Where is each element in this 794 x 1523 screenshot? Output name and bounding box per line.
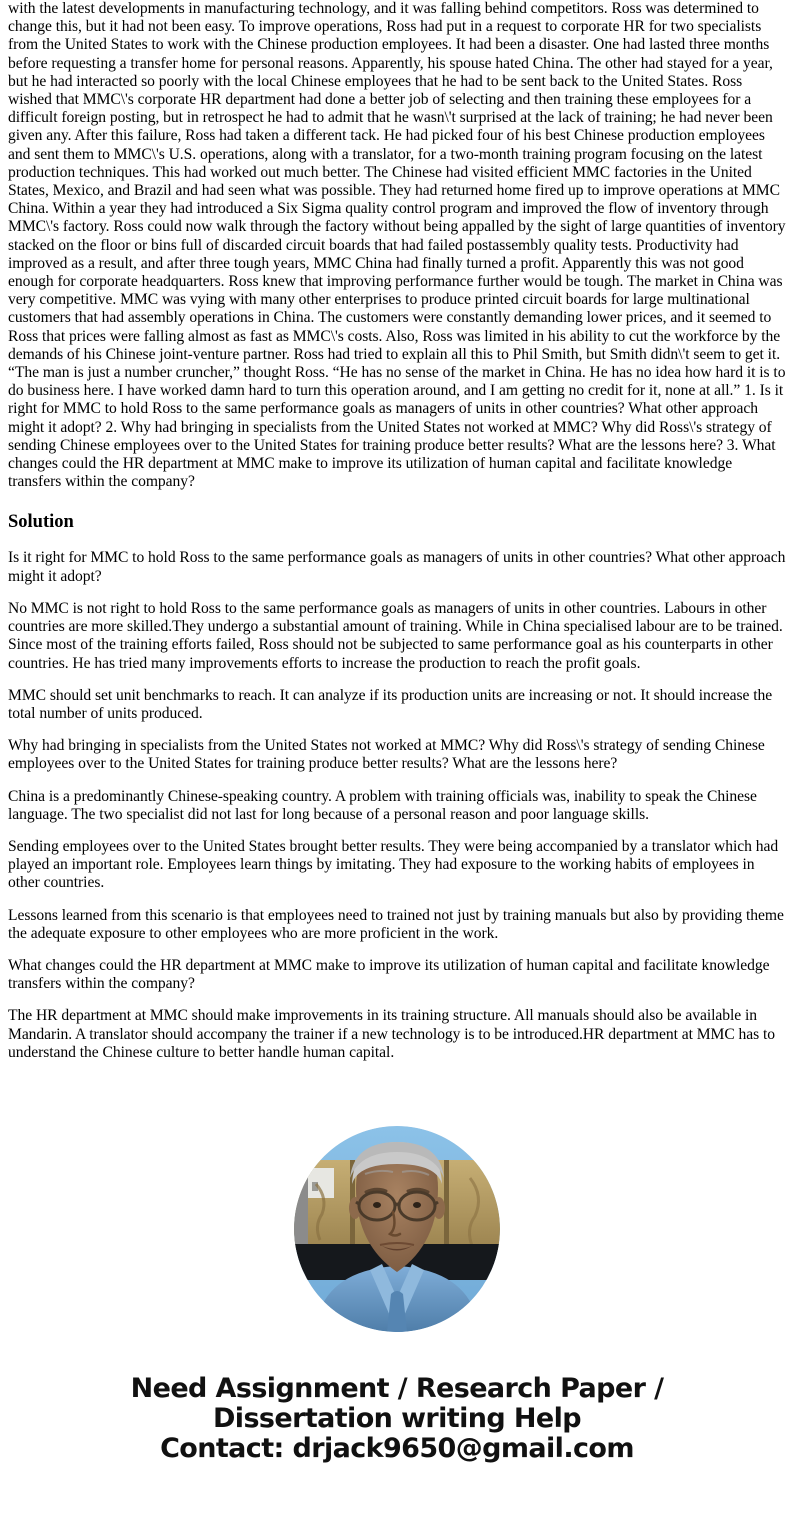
- profile-photo-icon: [294, 1126, 500, 1332]
- case-study-body: [8, 0, 786, 491]
- solution-question-2: Why had bringing in specialists from the United States not worked at MMC? Why did Ross\'s strategy of sending Chinese employees over to the United States for training produce better results? What are the lessons here?: [8, 737, 765, 773]
- solution-heading: Solution: [8, 512, 74, 533]
- cta-headline: Need Assignment / Research Paper / Dissertation writing Help: [130, 1372, 673, 1434]
- solution-answer-2a: China is a predominantly Chinese-speaking country. A problem with training officials was, inability to speak the Chinese language. The two specialist did not last for long because of a personal reason and poor language skills.: [8, 787, 757, 823]
- avatar: [294, 1126, 500, 1332]
- footer-cta: [8, 1374, 786, 1490]
- cta-contact[interactable]: Contact: drjack9650@gmail.com: [160, 1432, 634, 1464]
- solution-answer-2b: Sending employees over to the United States brought better results. They were being accompanied by a translator which had played an important role. Employees learn things by imitating. They had exposure to the working habits of employees in other countries.: [8, 837, 779, 892]
- avatar-container: [8, 1126, 786, 1336]
- case-body-paragraph: with the latest developments in manufacturing technology, and it was falling behind competitors. Ross was determined to change this, but it had not been easy. To improve operations, Ross had put in a request to corporate HR for two specialists from the United States to work with the Chinese production employees. It had been a disaster. One had lasted three months before requesting a transfer home for personal reasons. Apparently, his spouse hated China. The other had stayed for a year, but he had interacted so poorly with the local Chinese employees that he had to be sent back to the United States. Ross wished that MMC\'s corporate HR department had done a better job of selecting and then training these employees for a difficult foreign posting, but in retrospect he had to admit that he wasn\'t surprised at the lack of training; he had never been given any. After this failure, Ross had taken a different tack. He had picked four of his best Chinese production employees and sent them to MMC\'s U.S. operations, along with a translator, for a two-month training program focusing on the latest production techniques. This had worked out much better. The Chinese had visited efficient MMC factories in the United States, Mexico, and Brazil and had seen what was possible. They had returned home fired up to improve operations at MMC China. Within a year they had introduced a Six Sigma quality control program and improved the flow of inventory through MMC\'s factory. Ross could now walk through the factory without being appalled by the sight of large quantities of inventory stacked on the floor or bins full of discarded circuit boards that had failed postassembly quality tests. Productivity had improved as a result, and after three tough years, MMC China had finally turned a profit. Apparently this was not good enough for corporate headquarters. Ross knew that improving performance further would be tough. The market in China was very competitive. MMC was vying with many other enterprises to produce printed circuit boards for large multinational customers that had assembly operations in China. The customers were constantly demanding lower prices, and it seemed to Ross that prices were falling almost as fast as MMC\'s costs. Also, Ross was limited in his ability to cut the workforce by the demands of his Chinese joint-venture partner. Ross had tried to explain all this to Phil Smith, but Smith didn\'t seem to get it. “The man is just a number cruncher,” thought Ross. “He has no sense of the market in China. He has no idea how hard it is to do business here. I have worked damn hard to turn this operation around, and I am getting no credit for it, none at all.” 1. Is it right for MMC to hold Ross to the same performance goals as managers of units in other countries? What other approach might it adopt? 2. Why had bringing in specialists from the United States not worked at MMC? Why did Ross\'s strategy of sending Chinese employees over to the United States for training produce better results? What are the lessons here? 3. What changes could the HR department at MMC make to improve its utilization of human capital and facilitate knowledge transfers within the company?: [8, 0, 786, 491]
- solution-answer-3a: The HR department at MMC should make improvements in its training structure. All manuals should also be available in Mandarin. A translator should accompany the trainer if a new technology is to be introduced.HR department at MMC has to understand the Chinese culture to better handle human capital.: [8, 1007, 776, 1061]
- solution-question-3: What changes could the HR department at MMC make to improve its utilization of human capital and facilitate knowledge transfers within the company?: [8, 956, 770, 993]
- solution-answer-1a: No MMC is not right to hold Ross to the same performance goals as managers of units in other countries. Labours in other countries are more skilled.They undergo a substantial amount of training. While in China specialised labour are to be trained. Since most of the training efforts failed, Ross should not be subjected to same performance goal as his counterparts in other countries. He has tried many improvements efforts to increase the production to reach the profit goals.: [8, 599, 783, 672]
- solution-answer-2c: Lessons learned from this scenario is that employees need to trained not just by training manuals but also by providing theme the adequate exposure to other employees who are more proficient in the work.: [8, 906, 784, 942]
- solution-question-1: Is it right for MMC to hold Ross to the same performance goals as managers of units in other countries? What other approach might it adopt?: [8, 549, 786, 585]
- solution-body: [8, 549, 786, 1061]
- solution-answer-1b: MMC should set unit benchmarks to reach. It can analyze if its production units are increasing or not. It should increase the total number of units produced.: [8, 686, 773, 722]
